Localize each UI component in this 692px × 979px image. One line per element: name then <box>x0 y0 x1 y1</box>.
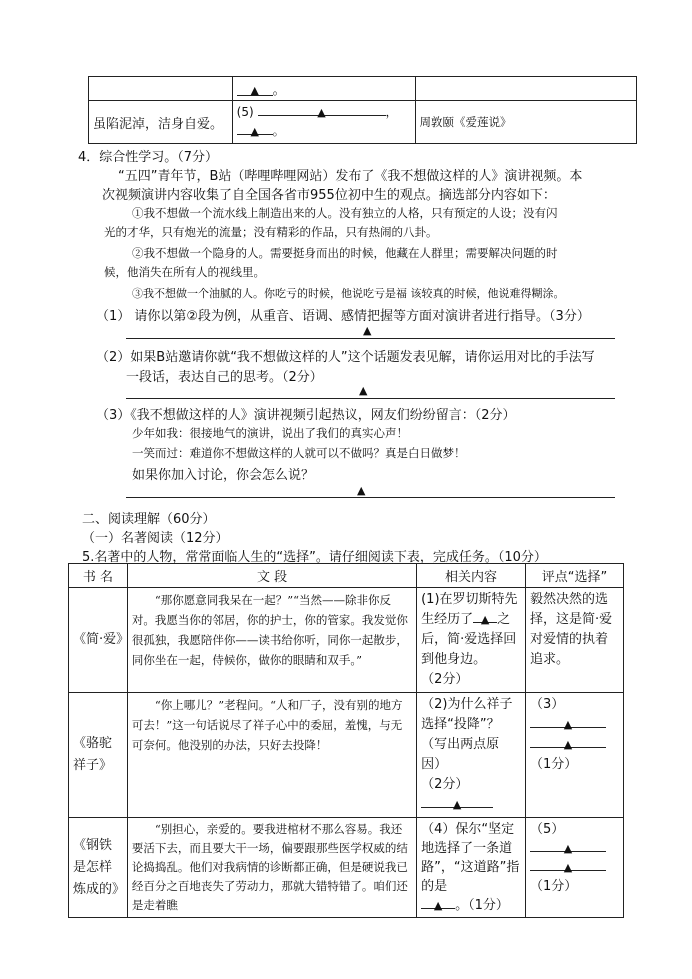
comment-1: 少年如我：很接地气的演讲，说出了我们的真实心声！ <box>132 426 408 440</box>
proverb-text: 虽陷泥淖，洁身自爱。 <box>93 116 224 132</box>
top-table-cell <box>89 77 233 101</box>
q4-heading: 4．综合性学习。（7分） <box>78 150 219 165</box>
header-comment: 评点“选择” <box>526 564 624 588</box>
blank-mark: ▲ <box>250 84 259 97</box>
quote-2: ②我不想做一个隐身的人。需要挺身而出的时候，他藏在人群里；需要解决问题的时 <box>132 246 558 260</box>
comment-2: 一笑而过：难道你不想做这样的人就可以不做吗？真是白日做梦！ <box>132 446 466 460</box>
answer-blank-5a[interactable]: ▲ <box>530 839 606 852</box>
quote-1: ①我不想做一个流水线上制造出来的人。没有独立的人格，只有预定的人设；没有闪 <box>132 206 558 220</box>
passage-text: “那你愿意同我呆在一起？”“当然——除非你反对。我愿当你的邻居，你的护士，你的管家。我发觉你很孤独，我愿陪伴你——读书给你听，同你一起散步，同你坐在一起，侍候你，做你的眼睛和双手。” <box>127 588 416 693</box>
comment-choice: （5） ▲ ▲ （1分） <box>526 818 624 918</box>
q4-sub2-line1: （2）如果B站邀请你就“我不想做这样的人”这个话题发表见解，请你运用对比的手法写 <box>96 350 595 365</box>
related-content: (1)在罗切斯特先生经历了 ▲ 之后，简·爱选择回到他身边。 （2分） <box>417 588 526 693</box>
answer-mark: ▲ <box>357 484 366 497</box>
top-table <box>88 76 637 144</box>
answer-line-1[interactable] <box>126 338 615 339</box>
q4-sub1: （1） 请你以第②段为例，从重音、语调、感情把握等方面对演讲者进行指导。（3分） <box>96 309 590 324</box>
passage-text: “别担心，亲爱的。要我进棺材不那么容易。我还要活下去，而且要大干一场，偏要跟那些医学权威的结论捣捣乱。他们对我病情的诊断都正确，但是硬说我已经百分之百地丧失了劳动力，那就大错特错了。咱们还是走着瞧 <box>127 818 416 918</box>
q4-sub3-prompt: 如果你加入讨论，你会怎么说？ <box>132 468 315 483</box>
related-content: （4）保尔“坚定地选择了一条道路”，“这道路”指的是 ▲ 。（1分） <box>417 818 526 918</box>
q4-sub2-line2: 一段话，表达自己的思考。（2分） <box>126 370 323 385</box>
section2-heading: 二、阅读理解（60分） <box>82 512 216 527</box>
answer-mark: ▲ <box>359 384 368 397</box>
book-title: 《骆驼祥子》 <box>69 693 128 818</box>
top-table-cell: ▲ 。 <box>232 77 415 101</box>
header-content: 相关内容 <box>417 564 526 588</box>
section2-part1: （一）名著阅读（12分） <box>82 531 229 546</box>
answer-blank-4[interactable]: ▲ <box>421 896 455 909</box>
source-text: 周敦颐《爱莲说》 <box>419 115 512 129</box>
books-table <box>68 563 624 918</box>
comment-choice: 毅然决然的选择，这是简·爱对爱情的执着追求。 <box>526 588 624 693</box>
related-content: （2)为什么祥子选择“投降”？ （写出两点原因） （2分） ▲ <box>417 693 526 818</box>
header-passage: 文 段 <box>127 564 416 588</box>
answer-blank-1[interactable]: ▲ <box>473 610 497 623</box>
answer-line-2[interactable] <box>126 398 615 399</box>
q5-prompt: 5.名著中的人物，常常面临人生的“选择”。请仔细阅读下表，完成任务。（10分） <box>82 550 547 565</box>
quote-3: ③我不想做一个油腻的人。你吃亏的时候，他说吃亏是福 该较真的时候，他说难得糊涂。 <box>132 287 565 300</box>
answer-mark: ▲ <box>363 324 372 337</box>
header-book: 书 名 <box>69 564 128 588</box>
quote-1-cont: 光的才华，只有炮光的流量；没有精彩的作品，只有热闹的八卦。 <box>104 225 438 239</box>
answer-blank-3a[interactable]: ▲ <box>530 715 606 728</box>
answer-blank-3b[interactable]: ▲ <box>530 735 606 748</box>
q4-intro-line2: 次视频演讲内容收集了自全国各省市955位初中生的观点。摘选部分内容如下： <box>102 188 556 203</box>
top-table-cell <box>89 101 233 144</box>
answer-blank-5[interactable]: (5) ▲ ， ▲ 。 <box>232 101 415 144</box>
top-table-cell <box>415 77 636 101</box>
q4-sub3: （3）《我不想做这样的人》演讲视频引起热议，网友们纷纷留言：（2分） <box>96 408 516 423</box>
passage-text: “你上哪儿？”老程问。“人和厂子，没有别的地方可去！”这一句话说尽了祥子心中的委屈，羞愧，与无可奈何。他没别的办法，只好去投降！ <box>127 693 416 818</box>
q4-intro-line1: “五四”青年节，B站（哔哩哔哩网站）发布了《我不想做这样的人》演讲视频。本 <box>118 169 583 184</box>
book-title: 《钢铁是怎样炼成的》 <box>69 818 128 918</box>
book-title: 《简·爱》 <box>69 588 128 693</box>
quote-2-cont: 候，他消失在所有人的视线里。 <box>104 265 265 279</box>
top-table-cell <box>415 101 636 144</box>
answer-blank-5b[interactable]: ▲ <box>530 858 606 871</box>
answer-line-3[interactable] <box>126 497 615 498</box>
answer-blank-2[interactable]: ▲ <box>421 795 493 808</box>
comment-choice: （3） ▲ ▲ （1分） <box>526 693 624 818</box>
